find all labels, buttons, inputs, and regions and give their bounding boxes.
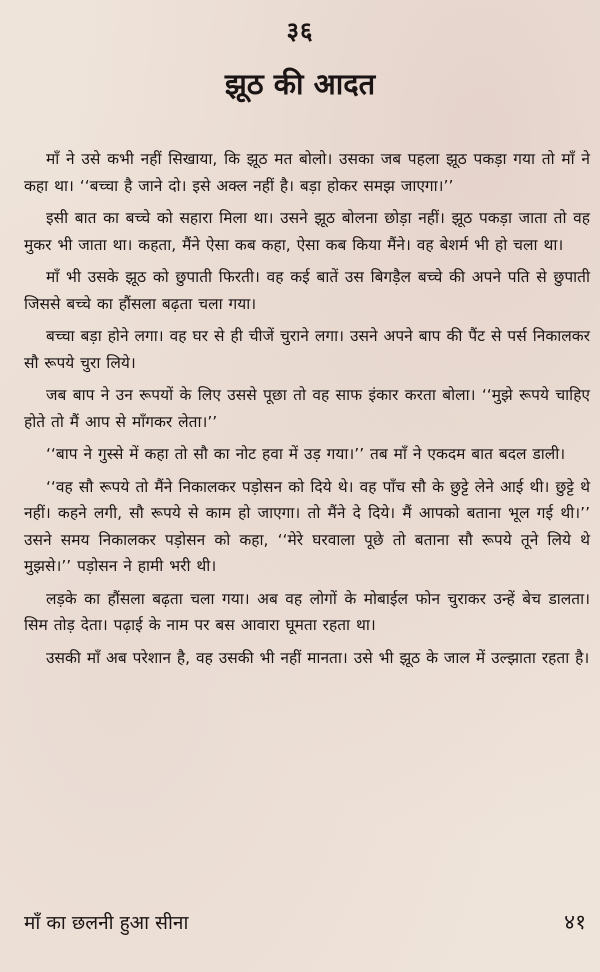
paragraph: इसी बात का बच्चे को सहारा मिला था। उसने झूठ बोलना छोड़ा नहीं। झूठ पकड़ा जाता तो वह मुकर भी जाता था। कहता, मैंने ऐसा कब कहा, ऐसा कब किया मैंने। वह बेशर्म भी हो चला था। xyxy=(24,209,590,254)
paragraph: ‘‘बाप ने गुस्से में कहा तो सौ का नोट हवा में उड़ गया।’’ तब माँ ने एकदम बात बदल डाली। xyxy=(46,445,566,463)
paragraph: लड़के का हौंसला बढ़ता चला गया। अब वह लोगों के मोबाईल फोन चुराकर उन्हें बेच डालता। सिम तोड़ देता। पढ़ाई के नाम पर बस आवारा घूमता रहता था। xyxy=(24,589,590,634)
page-number: ४१ xyxy=(564,910,586,934)
story-body xyxy=(24,146,590,677)
paragraph: ‘‘वह सौ रूपये तो मैंने निकालकर पड़ोसन को दिये थे। वह पाँच सौ के छुट्टे लेने आई थी। छुट्टे थे नहीं। कहने लगी, सौ रूपये से काम हो जाएगा। तो मैंने दे दिये। मैं आपको बताना भूल गई थी।’’ उसने समय निकालकर पड़ोसन को कहा, ‘‘मेरे घरवाला पूछे तो बताना सौ रूपये तूने लिये थे मुझसे।’’ पड़ोसन ने हामी भरी थी। xyxy=(24,477,590,575)
paragraph: माँ ने उसे कभी नहीं सिखाया, कि झूठ मत बोलो। उसका जब पहला झूठ पकड़ा गया तो माँ ने कहा था। ‘‘बच्चा है जाने दो। इसे अक्ल नहीं है। बड़ा होकर समझ जाएगा।’’ xyxy=(24,150,590,195)
paragraph: उसकी माँ अब परेशान है, वह उसकी भी नहीं मानता। उसे भी झूठ के जाल में उल्झाता रहता है। xyxy=(46,648,590,667)
paragraph: जब बाप ने उन रूपयों के लिए उससे पूछा तो वह साफ इंकार करता बोला। ‘‘मुझे रूपये चाहिए होते तो मैं आप से माँगकर लेता।’’ xyxy=(24,386,590,431)
paragraph: माँ भी उसके झूठ को छुपाती फिरती। वह कई बातें उस बिगड़ैल बच्चे की अपने पति से छुपाती जिससे बच्चे का हौंसला बढ़ता चला गया। xyxy=(24,268,590,313)
paragraph: बच्चा बड़ा होने लगा। वह घर से ही चीजें चुराने लगा। उसने अपने बाप की पैंट से पर्स निकालकर सौ रूपये चुरा लिये। xyxy=(24,327,590,372)
running-footer-title: माँ का छलनी हुआ सीना xyxy=(24,912,189,934)
chapter-number: ३६ xyxy=(286,17,314,45)
chapter-title: झूठ की आदत xyxy=(224,67,376,101)
page-footer xyxy=(24,908,590,936)
